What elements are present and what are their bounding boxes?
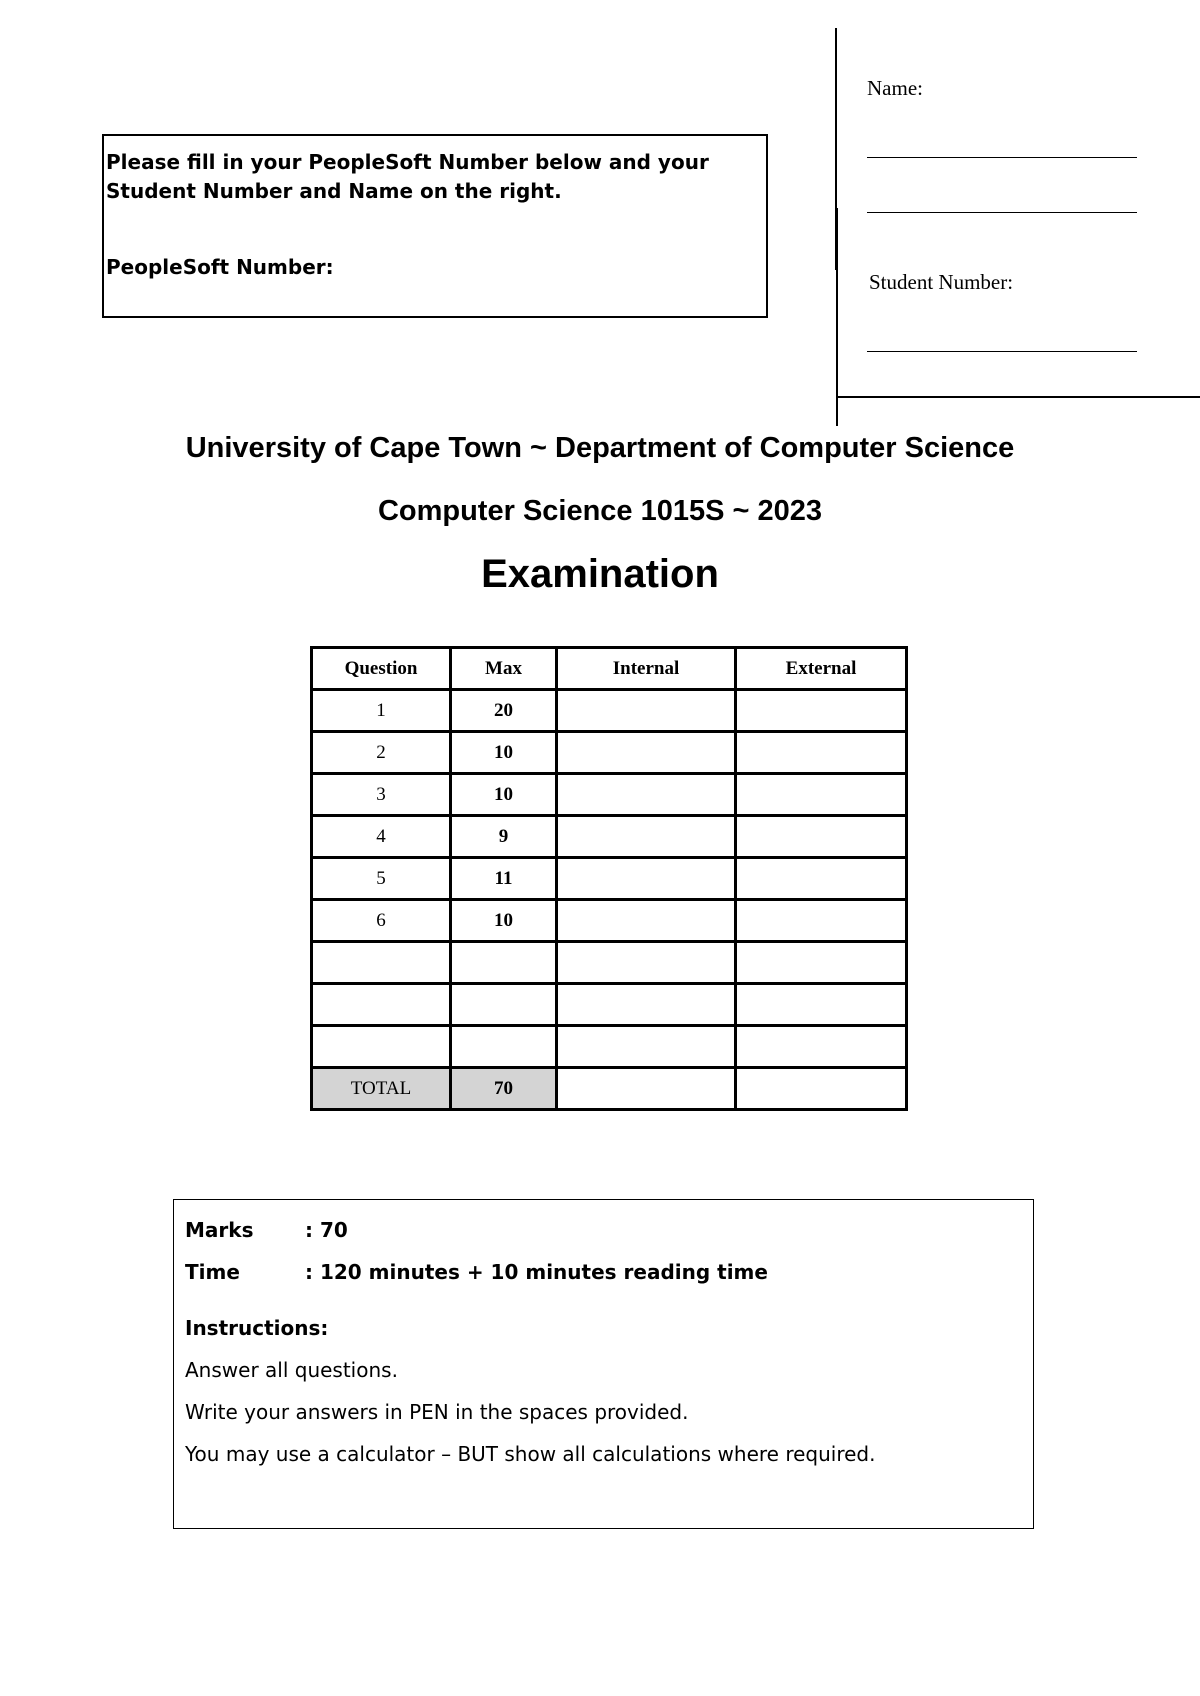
table-row	[312, 900, 907, 942]
table-row	[312, 690, 907, 732]
marks-row	[185, 1218, 1033, 1260]
question-cell: 5	[312, 858, 451, 900]
column-header-max: Max	[451, 648, 557, 690]
total-internal-cell[interactable]	[557, 1068, 736, 1110]
question-cell: 6	[312, 900, 451, 942]
total-max: 70	[451, 1068, 557, 1110]
box-border-left-bottom	[836, 208, 838, 426]
external-cell[interactable]	[736, 816, 907, 858]
external-cell[interactable]	[736, 690, 907, 732]
marks-key: Marks	[185, 1218, 254, 1242]
question-cell: 4	[312, 816, 451, 858]
name-line-2[interactable]	[867, 212, 1137, 213]
internal-cell[interactable]	[557, 816, 736, 858]
max-cell: 10	[451, 900, 557, 942]
university-heading: University of Cape Town ~ Department of Computer Science	[185, 432, 1015, 464]
table-row	[312, 858, 907, 900]
student-number-label: Student Number:	[869, 270, 1014, 294]
exam-info-box	[173, 1199, 1034, 1529]
time-value: : 120 minutes + 10 minutes reading time	[305, 1260, 768, 1284]
internal-cell[interactable]	[557, 774, 736, 816]
external-cell[interactable]	[736, 942, 907, 984]
question-cell	[312, 1026, 451, 1068]
peoplesoft-box	[102, 134, 768, 318]
instruction-item: You may use a calculator – BUT show all calculations where required.	[185, 1442, 876, 1466]
table-row	[312, 984, 907, 1026]
external-cell[interactable]	[736, 984, 907, 1026]
max-cell	[451, 942, 557, 984]
external-cell[interactable]	[736, 858, 907, 900]
time-key: Time	[185, 1260, 240, 1284]
instruction-item: Write your answers in PEN in the spaces provided.	[185, 1400, 689, 1424]
max-cell: 20	[451, 690, 557, 732]
max-cell: 11	[451, 858, 557, 900]
total-label: TOTAL	[312, 1068, 451, 1110]
external-cell[interactable]	[736, 900, 907, 942]
internal-cell[interactable]	[557, 984, 736, 1026]
peoplesoft-instruction: Please fill in your PeopleSoft Number below and your Student Number and Name on the right.	[106, 150, 709, 203]
time-row	[185, 1260, 1033, 1302]
student-number-line[interactable]	[867, 351, 1137, 352]
max-cell	[451, 1026, 557, 1068]
external-cell[interactable]	[736, 1026, 907, 1068]
table-row	[312, 732, 907, 774]
max-cell: 9	[451, 816, 557, 858]
max-cell: 10	[451, 774, 557, 816]
column-header-question: Question	[312, 648, 451, 690]
table-row	[312, 774, 907, 816]
internal-cell[interactable]	[557, 1026, 736, 1068]
internal-cell[interactable]	[557, 732, 736, 774]
external-cell[interactable]	[736, 732, 907, 774]
max-cell: 10	[451, 732, 557, 774]
marks-value: : 70	[305, 1218, 348, 1242]
internal-cell[interactable]	[557, 900, 736, 942]
total-external-cell[interactable]	[736, 1068, 907, 1110]
internal-cell[interactable]	[557, 858, 736, 900]
question-cell	[312, 942, 451, 984]
question-cell: 2	[312, 732, 451, 774]
table-row	[312, 1026, 907, 1068]
instructions-heading: Instructions:	[185, 1316, 329, 1340]
peoplesoft-number-label: PeopleSoft Number:	[106, 255, 334, 279]
course-heading: Computer Science 1015S ~ 2023	[377, 495, 823, 527]
column-header-internal: Internal	[557, 648, 736, 690]
name-label: Name:	[867, 76, 923, 100]
marks-table	[310, 646, 908, 1111]
internal-cell[interactable]	[557, 942, 736, 984]
question-cell	[312, 984, 451, 1026]
total-row	[312, 1068, 907, 1110]
exam-title: Examination	[481, 552, 719, 596]
question-cell: 1	[312, 690, 451, 732]
question-cell: 3	[312, 774, 451, 816]
table-row	[312, 942, 907, 984]
name-line-1[interactable]	[867, 157, 1137, 158]
max-cell	[451, 984, 557, 1026]
internal-cell[interactable]	[557, 690, 736, 732]
table-header-row	[312, 648, 907, 690]
instruction-item: Answer all questions.	[185, 1358, 398, 1382]
external-cell[interactable]	[736, 774, 907, 816]
column-header-external: External	[736, 648, 907, 690]
box-border-bottom	[836, 396, 1200, 398]
table-row	[312, 816, 907, 858]
student-id-box	[835, 28, 1200, 398]
